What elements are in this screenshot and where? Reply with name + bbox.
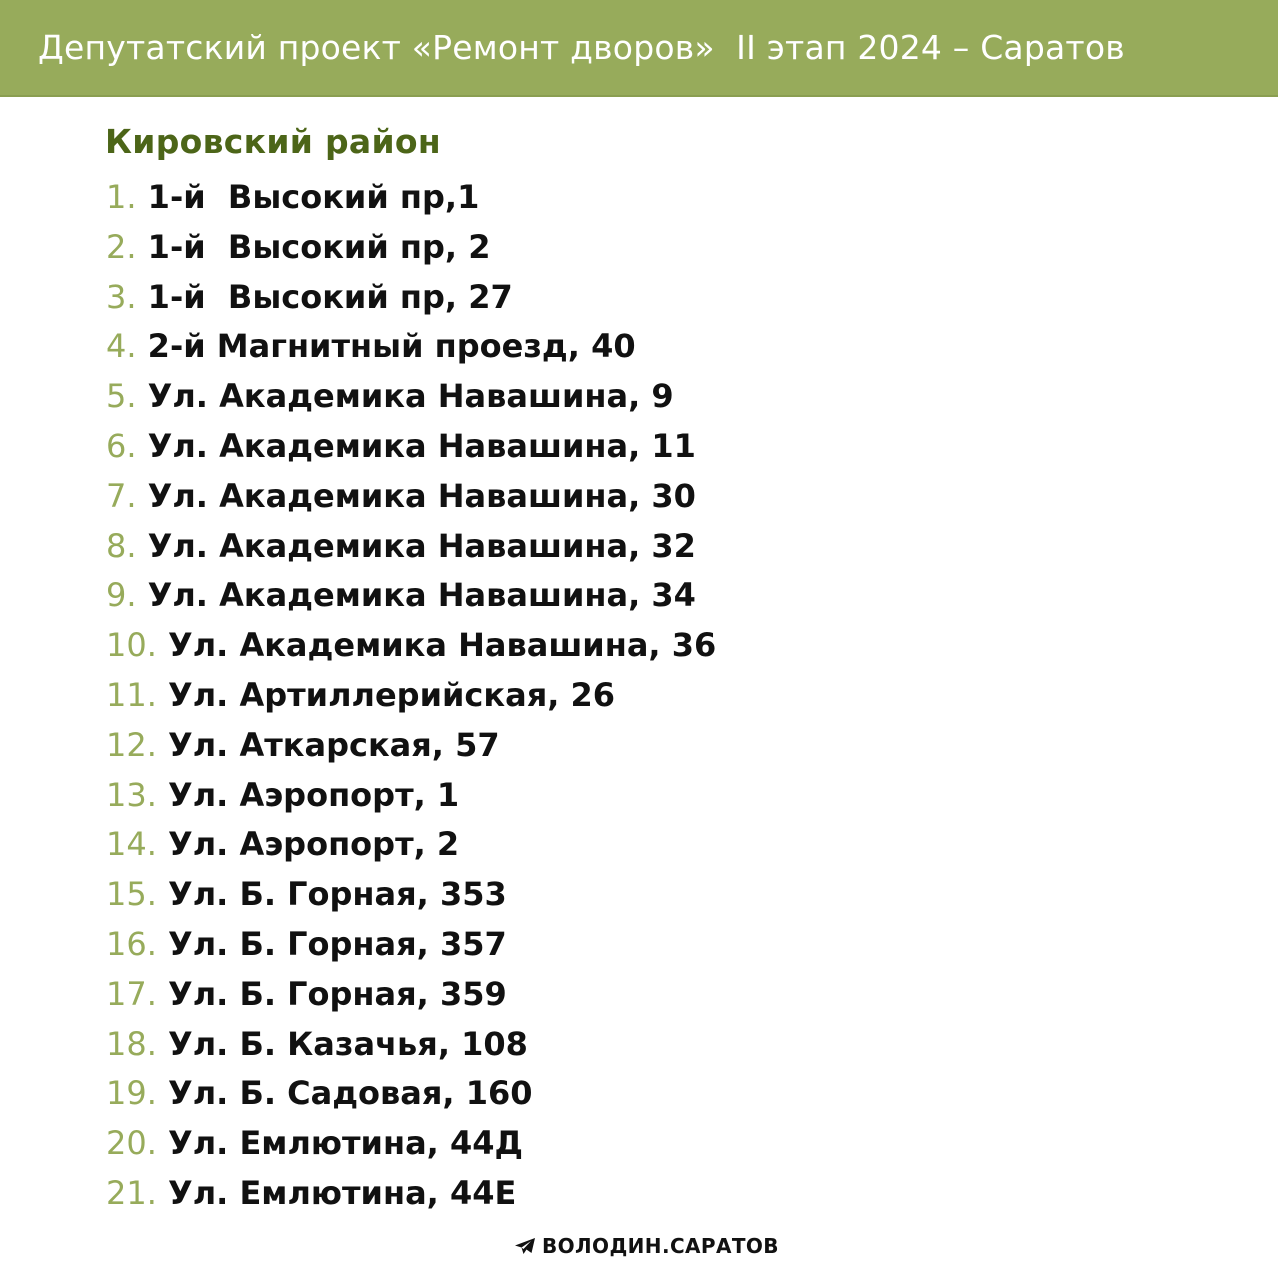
item-address: Ул. Академика Навашина, 34 xyxy=(136,576,696,615)
item-address: Ул. Б. Казачья, 108 xyxy=(156,1024,528,1063)
list-item xyxy=(106,672,716,722)
item-address: 1-й Высокий пр, 2 xyxy=(136,227,491,266)
item-number: 12. xyxy=(106,725,157,764)
item-number: 16. xyxy=(106,924,157,963)
item-address: Ул. Б. Горная, 353 xyxy=(156,875,507,914)
item-address: 1-й Высокий пр, 27 xyxy=(136,277,513,316)
item-number: 8. xyxy=(106,526,137,565)
list-item xyxy=(106,1120,716,1170)
item-number: 11. xyxy=(106,675,157,714)
item-address: Ул. Артиллерийская, 26 xyxy=(156,675,616,714)
item-number: 4. xyxy=(106,327,137,366)
item-number: 2. xyxy=(106,227,137,266)
item-address: Ул. Академика Навашина, 9 xyxy=(136,377,674,416)
footer-logo xyxy=(514,1233,779,1259)
item-address: Ул. Аэропорт, 1 xyxy=(156,775,460,814)
list-item xyxy=(106,274,716,324)
item-number: 10. xyxy=(106,626,157,665)
footer-brand-text: ВОЛОДИН.САРАТОВ xyxy=(542,1234,779,1258)
list-item xyxy=(106,423,716,473)
item-address: Ул. Емлютина, 44Е xyxy=(156,1173,517,1212)
list-item xyxy=(106,971,716,1021)
item-number: 21. xyxy=(106,1173,157,1212)
list-item xyxy=(106,174,716,224)
item-address: 2-й Магнитный проезд, 40 xyxy=(136,327,636,366)
item-address: Ул. Б. Горная, 357 xyxy=(156,924,507,963)
header-bar xyxy=(0,0,1278,97)
address-list xyxy=(106,174,716,1220)
district-title: Кировский район xyxy=(105,122,441,161)
item-address: 1-й Высокий пр,1 xyxy=(136,178,480,216)
list-item xyxy=(106,323,716,373)
item-address: Ул. Аткарская, 57 xyxy=(156,725,500,764)
page-title: Депутатский проект «Ремонт дворов» II этап 2024 – Саратов xyxy=(38,28,1125,67)
item-number: 17. xyxy=(106,974,157,1013)
list-item xyxy=(106,523,716,573)
item-number: 5. xyxy=(106,377,137,416)
item-number: 9. xyxy=(106,576,137,615)
item-address: Ул. Б. Горная, 359 xyxy=(156,974,507,1013)
list-item xyxy=(106,772,716,822)
item-number: 14. xyxy=(106,825,157,864)
item-number: 15. xyxy=(106,875,157,914)
list-item xyxy=(106,1170,716,1220)
list-item xyxy=(106,1021,716,1071)
item-number: 18. xyxy=(106,1024,157,1063)
item-address: Ул. Б. Садовая, 160 xyxy=(156,1074,533,1113)
list-item xyxy=(106,622,716,672)
item-address: Ул. Академика Навашина, 30 xyxy=(136,476,696,515)
item-number: 7. xyxy=(106,476,137,515)
list-item xyxy=(106,1070,716,1120)
item-address: Ул. Академика Навашина, 11 xyxy=(136,426,696,465)
item-number: 13. xyxy=(106,775,157,814)
list-item xyxy=(106,821,716,871)
list-item xyxy=(106,373,716,423)
list-item xyxy=(106,722,716,772)
telegram-plane-icon xyxy=(514,1237,536,1255)
list-item xyxy=(106,871,716,921)
item-number: 6. xyxy=(106,426,137,465)
item-address: Ул. Академика Навашина, 32 xyxy=(136,526,696,565)
item-address: Ул. Академика Навашина, 36 xyxy=(156,626,717,665)
item-address: Ул. Аэропорт, 2 xyxy=(156,825,460,864)
list-item xyxy=(106,473,716,523)
list-item xyxy=(106,921,716,971)
list-item xyxy=(106,572,716,622)
item-address: Ул. Емлютина, 44Д xyxy=(156,1124,523,1163)
list-item xyxy=(106,224,716,274)
item-number: 20. xyxy=(106,1124,157,1163)
item-number: 19. xyxy=(106,1074,157,1113)
item-number: 1. xyxy=(106,178,137,216)
item-number: 3. xyxy=(106,277,137,316)
